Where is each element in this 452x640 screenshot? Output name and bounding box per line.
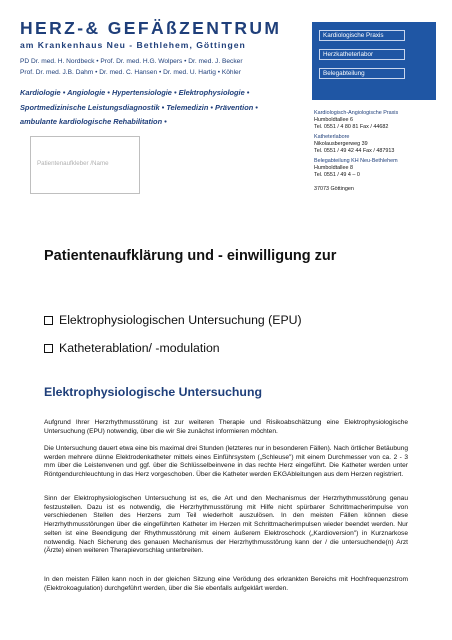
- doctor-line: Prof. Dr. med. J.B. Dahm • Dr. med. C. Hansen • Dr. med. U. Hartig • Köhler: [20, 69, 241, 76]
- paragraph: Sinn der Elektrophysiologischen Untersuchung ist es, die Art und den Mechanismus der Herzrhythmusstörung genau festzustellen. Dazu ist es notwendig, die Herzrhythmusstörung mit Hilfe nicht spürbarer Schrittmacherimpulse von verschiedenen Stellen des Herzens zum Teil wiederholt auszulösen. In den meisten Fällen können diese Herzrhythmusstörungen über die eingeführten Katheter im Herzen mit Schrittmacherimpulsen wieder beendet werden. Nur selten ist eine Beendigung der Rhythmusstörung mit einem äußerem Elektroschock („Kardioversion") in Kurznarkose notwendig. Nach Sicherung des genauen Mechanismus der Herzrhythmusstörung kann der / die untersuchende(n) Arzt (Ärzte) einen weiteren Therapievorschlag unterbreiten.: [44, 495, 408, 555]
- contact-heading: Belegabteilung KH Neu-Bethlehem: [314, 158, 398, 164]
- contact-practice: [314, 110, 444, 130]
- paragraph: Die Untersuchung dauert etwa eine bis maximal drei Stunden (letzteres nur in besonderen Fällen). Nach örtlicher Betäubung werden mehrere dünne Elektrodenkatheter mittels eines Einführsystem („Schleuse") mit einem Durchmesser von ca. 2 - 3 mm über die Leistenvenen und ggf. über die Schlüsselbeinvene in das rechte Herz eingeführt. Die Katheter werden unter Röntgendurchleuchtung in das Herz vorgeschoben. Über die Katheter werden EKGAbleitungen aus dem Herzen registriert.: [44, 445, 408, 479]
- patient-label-box[interactable]: [30, 136, 140, 194]
- section-title: Elektrophysiologische Untersuchung: [44, 385, 262, 399]
- checkbox-icon[interactable]: [44, 316, 53, 325]
- contact-city: 37073 Göttingen: [314, 186, 354, 192]
- contact-line: Humboldtallee 6: [314, 116, 353, 123]
- doctor-line: PD Dr. med. H. Nordbeck • Prof. Dr. med. H.G. Wolpers • Dr. med. J. Becker: [20, 58, 243, 65]
- contact-heading: Kardiologisch-Angiologische Praxis: [314, 110, 399, 116]
- contact-line: Tel. 0551 / 49 4 – 0: [314, 171, 360, 178]
- checkbox-label: Katheterablation/ -modulation: [59, 341, 220, 355]
- paragraph: Aufgrund Ihrer Herzrhythmusstörung ist zur weiteren Therapie und Risikoabschätzung eine Elektrophysiologische Untersuchung (EPU) notwendig, über die wir Sie zunächst informieren möchten.: [44, 419, 408, 435]
- checkbox-epu[interactable]: [44, 313, 404, 329]
- contact-heading: Katheterlabore: [314, 134, 350, 140]
- brand-title: HERZ-& GEFÄßZENTRUM: [20, 18, 282, 38]
- contact-line: Humboldtallee 8: [314, 164, 353, 171]
- department-panel: [312, 22, 436, 100]
- brand-subtitle: am Krankenhaus Neu - Bethlehem, Göttingen: [20, 40, 246, 50]
- contact-line: Tel. 0551 / 49 42 44 Fax / 487913: [314, 147, 395, 154]
- specialty-list: [20, 86, 316, 130]
- patient-label-placeholder: Patientenaufkleber /Name: [37, 160, 109, 167]
- contact-cath-lab: [314, 134, 444, 154]
- department-item: Herzkatheterlabor: [319, 49, 405, 60]
- contact-line: Nikolausbergerweg 39: [314, 140, 368, 147]
- page-title: Patientenaufklärung und - einwilligung zur: [44, 248, 337, 264]
- department-item: Belegabteilung: [319, 68, 405, 79]
- specialty-line: Sportmedizinische Leistungsdiagnostik • Telemedizin • Prävention •: [20, 102, 258, 112]
- department-item: Kardiologische Praxis: [319, 30, 405, 41]
- checkbox-icon[interactable]: [44, 344, 53, 353]
- doctor-list: [20, 56, 320, 80]
- contact-line: Tel. 0551 / 4 80 81 Fax / 44682: [314, 123, 389, 130]
- specialty-line: ambulante kardiologische Rehabilitation •: [20, 117, 167, 126]
- contact-ward: [314, 158, 444, 178]
- specialty-line: Kardiologie • Angiologie • Hypertensiologie • Elektrophysiologie •: [20, 88, 250, 97]
- checkbox-ablation[interactable]: [44, 341, 404, 357]
- paragraph: In den meisten Fällen kann noch in der gleichen Sitzung eine Verödung des erkrankten Bereichs mit Hochfrequenzstrom (Elektrokoagulation) durchgeführt werden, über die Sie ebenfalls aufgeklärt werden.: [44, 576, 408, 592]
- checkbox-label: Elektrophysiologischen Untersuchung (EPU): [59, 313, 302, 327]
